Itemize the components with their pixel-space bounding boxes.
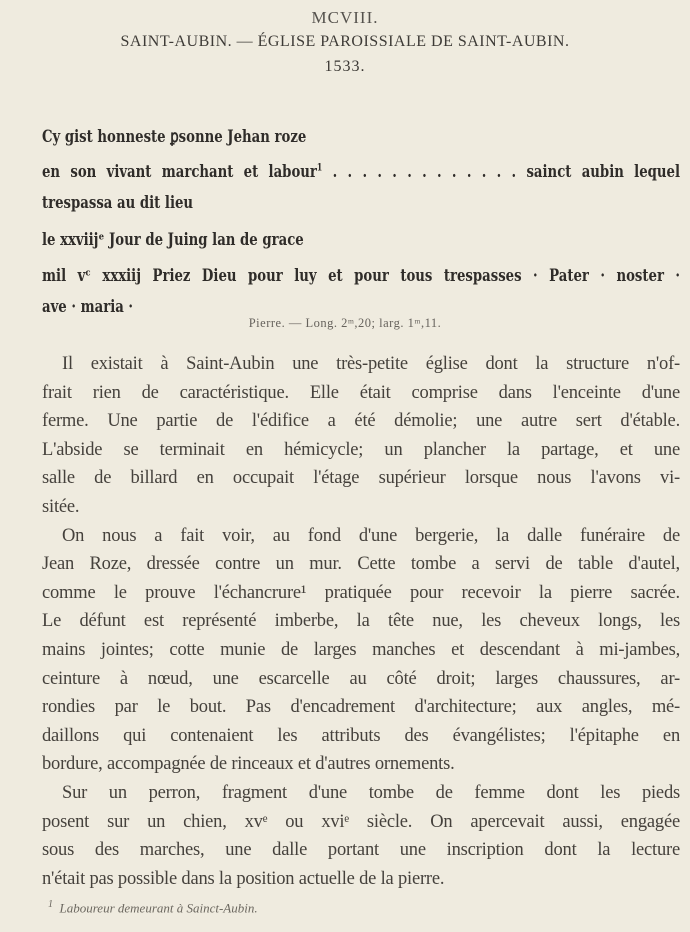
- year: 1533.: [324, 58, 366, 75]
- footnote-ref: 1: [316, 162, 323, 174]
- inscription-line: ave · maria ·: [42, 297, 134, 317]
- body-line: salle de billard en occupait l'étage supérieur lorsque nous l'avons vi-: [42, 468, 680, 489]
- body-line: frait rien de caractéristique. Elle était comprise dans l'enceinte d'une: [42, 382, 680, 403]
- body-line: Jean Roze, dressée contre un mur. Cette tombe a servi de table d'autel,: [42, 554, 680, 575]
- footnote-text: Laboureur demeurant à Sainct-Aubin.: [59, 900, 258, 916]
- body-line: ferme. Une partie de l'édifice a été démolie; une autre sert d'étable.: [42, 411, 680, 432]
- inscription-line: le xxviijᵉ Jour de Juing lan de grace: [42, 230, 304, 250]
- inscription-caption: Pierre. — Long. 2ᵐ,20; larg. 1ᵐ,11.: [248, 316, 442, 330]
- inscription-line: mil vᶜ xxxiij Priez Dieu pour luy et pour tous trespasses · Pater · noster ·: [42, 266, 681, 286]
- body-line: Le défunt est représenté imberbe, la tête nue, les cheveux longs, les: [42, 611, 680, 632]
- body-line: sitée.: [42, 497, 80, 517]
- footnote: [48, 899, 258, 916]
- inscription-line: Cy gist honneste ꝑsonne Jehan roze: [42, 127, 307, 147]
- body-line: Il existait à Saint-Aubin une très-petite église dont la structure n'of-: [62, 354, 680, 374]
- body-line: bordure, accompagnée de rinceaux et d'autres ornements.: [42, 754, 455, 775]
- inscription-line: en son vivant marchant et labour$^1$ . . . . . . . . . . . . . sainct aubin lequel: [42, 162, 681, 182]
- body-line: On nous a fait voir, au fond d'une bergerie, la dalle funéraire de: [62, 525, 680, 546]
- footnote-mark: 1: [48, 899, 53, 910]
- inscription-line: trespassa au dit lieu: [42, 193, 194, 213]
- body-line: ceinture à nœud, une escarcelle au côté droit; larges chaussures, ar-: [42, 668, 680, 689]
- body-line: L'abside se terminait en hémicycle; un plancher la partage, et une: [42, 439, 680, 460]
- body-line: comme le prouve l'échancrure¹ pratiquée pour recevoir la pierre sacrée.: [42, 582, 680, 603]
- page-number-roman: MCVIII.: [311, 8, 379, 27]
- body-line: Sur un perron, fragment d'une tombe de femme dont les pieds: [62, 783, 680, 803]
- body-line: n'était pas possible dans la position actuelle de la pierre.: [42, 868, 445, 889]
- body-line: sous des marches, une dalle portant une inscription dont la lecture: [42, 840, 680, 861]
- body-line: mains jointes; cotte munie de larges manches et descendant à mi-jambes,: [42, 640, 680, 660]
- body-line: daillons qui contenaient les attributs des évangélistes; l'épitaphe en: [42, 725, 680, 746]
- section-title: SAINT-AUBIN. — ÉGLISE PAROISSIALE DE SAINT-AUBIN.: [120, 33, 570, 50]
- body-line: posent sur un chien, xvᵉ ou xviᵉ siècle. On apercevait aussi, engagée: [42, 811, 680, 832]
- body-line: rondies par le bout. Pas d'encadrement d'architecture; aux angles, mé-: [42, 697, 680, 718]
